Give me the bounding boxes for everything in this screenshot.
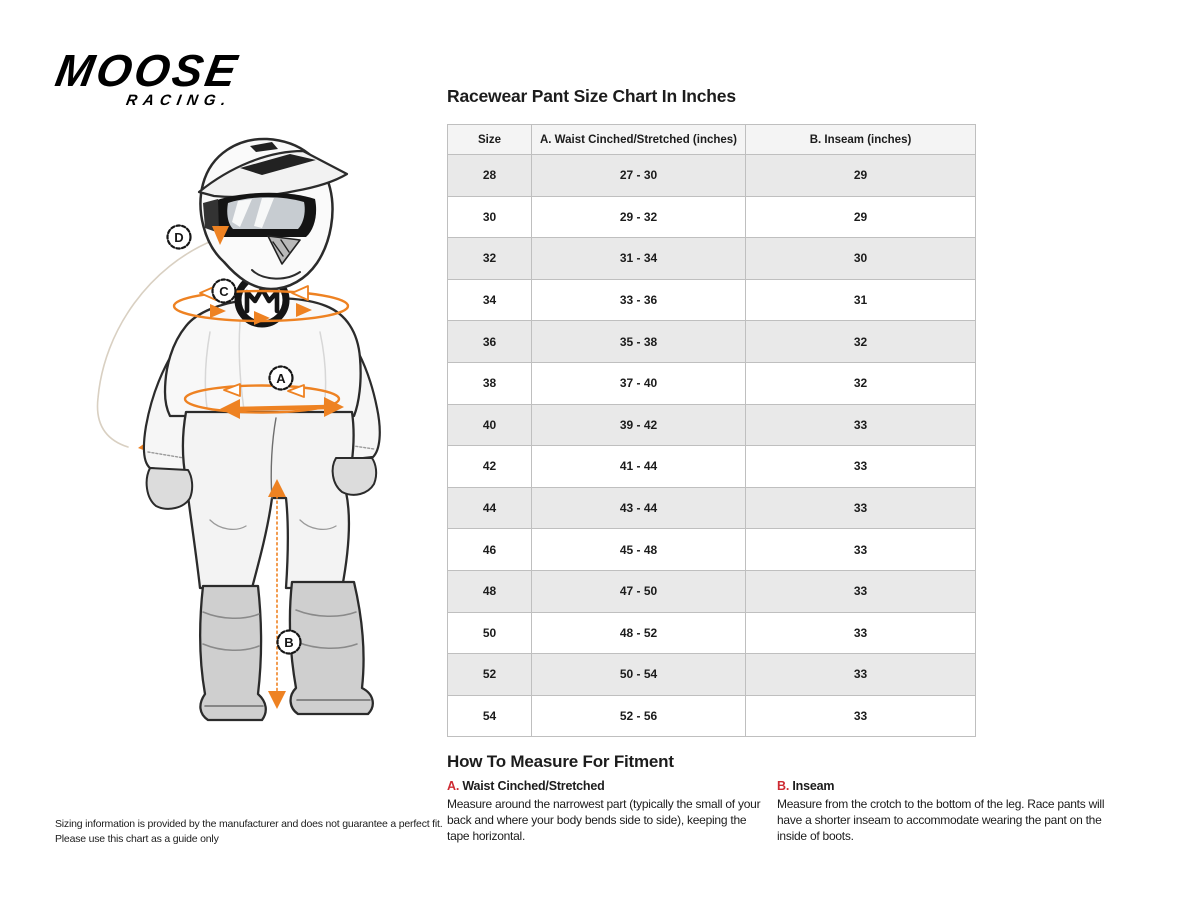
waist-cell: 27 - 30 (532, 155, 746, 197)
inseam-cell: 32 (746, 362, 976, 404)
size-cell: 52 (448, 654, 532, 696)
waist-cell: 48 - 52 (532, 612, 746, 654)
inseam-cell: 33 (746, 404, 976, 446)
table-row (448, 155, 976, 197)
size-cell: 40 (448, 404, 532, 446)
right-glove (333, 458, 377, 495)
measure-section-heading (777, 779, 1113, 793)
measurement-figure-illustration (40, 120, 430, 750)
table-row (448, 238, 976, 280)
logo-moose-text: MOOSE (51, 45, 244, 96)
how-to-measure-title: How To Measure For Fitment (447, 752, 674, 771)
measure-section (777, 779, 1113, 844)
measure-section-letter: B. (777, 779, 793, 793)
measure-section-letter: A. (447, 779, 463, 793)
inseam-cell: 30 (746, 238, 976, 280)
measure-section (447, 779, 769, 844)
inseam-cell: 33 (746, 695, 976, 737)
size-cell: 36 (448, 321, 532, 363)
waist-arrow-bar (236, 407, 328, 409)
size-cell: 34 (448, 279, 532, 321)
waist-cell: 39 - 42 (532, 404, 746, 446)
label-a (270, 367, 293, 390)
svg-text:C: C (219, 284, 229, 299)
measure-section-body: Measure from the crotch to the bottom of the leg. Race pants will have a shorter inseam to accommodate wearing the pant on the inside of boots. (777, 797, 1105, 844)
label-c (213, 280, 236, 303)
waist-cell: 50 - 54 (532, 654, 746, 696)
inseam-cell: 29 (746, 155, 976, 197)
label-d (168, 226, 191, 249)
waist-cell: 37 - 40 (532, 362, 746, 404)
inseam-cell: 33 (746, 570, 976, 612)
inseam-cell: 32 (746, 321, 976, 363)
inseam-arrowhead-bottom (268, 691, 286, 709)
measure-section-label: Inseam (792, 779, 835, 793)
waist-cell: 43 - 44 (532, 487, 746, 529)
size-cell: 38 (448, 362, 532, 404)
size-cell: 30 (448, 196, 532, 238)
label-b (278, 631, 301, 654)
waist-cell: 29 - 32 (532, 196, 746, 238)
moose-racing-logo (50, 45, 244, 109)
table-row (448, 570, 976, 612)
table-row (448, 279, 976, 321)
inseam-cell: 29 (746, 196, 976, 238)
waist-cell: 47 - 50 (532, 570, 746, 612)
waist-cell: 45 - 48 (532, 529, 746, 571)
disclaimer-line-1: Sizing information is provided by the manufacturer and does not guarantee a perfect fit. (55, 818, 443, 830)
size-cell: 44 (448, 487, 532, 529)
measure-section-heading (447, 779, 769, 793)
measure-section-label: Waist Cinched/Stretched (462, 779, 605, 793)
svg-text:A: A (276, 371, 286, 386)
column-header: B. Inseam (inches) (746, 125, 976, 155)
inseam-cell: 33 (746, 487, 976, 529)
inseam-cell: 31 (746, 279, 976, 321)
table-header-row (448, 125, 976, 155)
size-cell: 28 (448, 155, 532, 197)
waist-cell: 35 - 38 (532, 321, 746, 363)
table-row (448, 446, 976, 488)
table-row (448, 654, 976, 696)
logo-racing-text: RACING. (124, 92, 234, 109)
column-header: Size (448, 125, 532, 155)
inseam-cell: 33 (746, 529, 976, 571)
waist-cell: 52 - 56 (532, 695, 746, 737)
left-glove (147, 468, 193, 509)
table-row (448, 362, 976, 404)
table-row (448, 695, 976, 737)
inseam-cell: 33 (746, 612, 976, 654)
size-chart-table (447, 124, 976, 737)
table-row (448, 404, 976, 446)
measure-instructions (447, 779, 1127, 844)
svg-text:D: D (174, 230, 184, 245)
table-row (448, 196, 976, 238)
waist-cell: 41 - 44 (532, 446, 746, 488)
pants (183, 412, 354, 588)
size-cell: 54 (448, 695, 532, 737)
size-cell: 42 (448, 446, 532, 488)
disclaimer-text (55, 817, 495, 846)
table-row (448, 529, 976, 571)
waist-cell: 33 - 36 (532, 279, 746, 321)
svg-text:B: B (284, 635, 294, 650)
column-header: A. Waist Cinched/Stretched (inches) (532, 125, 746, 155)
table-row (448, 321, 976, 363)
table-row (448, 487, 976, 529)
inseam-cell: 33 (746, 446, 976, 488)
inseam-cell: 33 (746, 654, 976, 696)
left-boot (200, 586, 266, 720)
waist-cell: 31 - 34 (532, 238, 746, 280)
disclaimer-line-2: Please use this chart as a guide only (55, 832, 219, 845)
size-cell: 46 (448, 529, 532, 571)
size-chart-title: Racewear Pant Size Chart In Inches (447, 86, 736, 106)
size-cell: 32 (448, 238, 532, 280)
size-cell: 50 (448, 612, 532, 654)
measure-section-body: Measure around the narrowest part (typically the small of your back and where your body bends side to side), keeping the tape horizontal. (447, 797, 761, 844)
size-cell: 48 (448, 570, 532, 612)
table-row (448, 612, 976, 654)
